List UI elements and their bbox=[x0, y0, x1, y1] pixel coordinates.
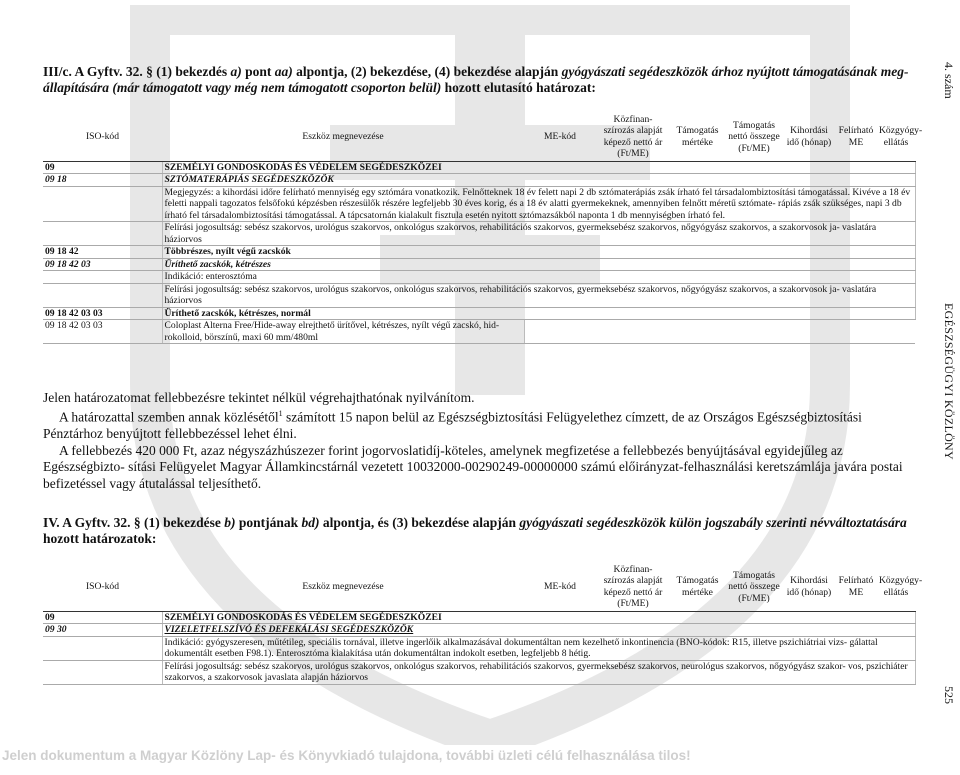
iso-code bbox=[43, 660, 162, 684]
col-header-support-rate: Támogatás mértéke bbox=[670, 563, 725, 611]
iso-code bbox=[43, 271, 162, 284]
section-3c-title: III/c. A Gyftv. 32. § (1) bekezdés a) pont aa) alpontja, (2) bekezdése, (4) bekezdése alapján gyógyászati segédeszközök árhoz nyújtott támogatásának meg- állapítására (már támogatott vagy még nem támogatott csoporton belül) hozott elutasító határozat: bbox=[43, 64, 909, 95]
section-4-title: IV. A Gyftv. 32. § (1) bekezdése b) pontjának bd) alpontja, és (3) bekezdése alapján gyógyászati segédeszközök külön jogszabály szerinti névváltoztatására hozott határozatok: bbox=[43, 515, 907, 546]
decision-text bbox=[43, 390, 915, 492]
col-header-prescribable: Felírható ME bbox=[835, 113, 877, 161]
device-table-2 bbox=[43, 563, 923, 685]
table-row bbox=[43, 271, 915, 284]
col-header-period: Kihordási idő (hónap) bbox=[783, 113, 835, 161]
col-header-me: ME-kód bbox=[524, 113, 596, 161]
page-number: 525 bbox=[942, 686, 956, 704]
table-row bbox=[43, 258, 915, 271]
col-header-price: Közfinan- szírozás alapját képező nettó ár (Ft/ME) bbox=[596, 113, 670, 161]
iso-code: 09 18 42 03 03 bbox=[43, 320, 162, 344]
table-row bbox=[43, 660, 915, 684]
table-row bbox=[43, 161, 915, 174]
table-row bbox=[43, 320, 915, 344]
table-row bbox=[43, 624, 915, 637]
iso-code bbox=[43, 636, 162, 660]
indication-text: Indikáció: enterosztóma bbox=[162, 271, 915, 284]
iso-code: 09 bbox=[43, 611, 162, 624]
issue-number: 4. szám bbox=[942, 62, 956, 99]
col-header-iso: ISO-kód bbox=[43, 113, 162, 161]
col-header-support-net: Támogatás nettó összege (Ft/ME) bbox=[725, 113, 783, 161]
device-name: Üríthető zacskók, kétrészes, normál bbox=[162, 307, 915, 320]
table-row bbox=[43, 222, 915, 246]
note-text: Megjegyzés: a kihordási időre felírható mennyiség egy sztómára vonatkozik. Felnőtteknek 18 év felett napi 2 db sztómaterápiás zsák írható fel társadalombiztosítási támogatással. Kivéve a 18 év feletti nappali tagozatos felsőfokú képzésben részesülők részére legfeljebb 30 éves korig, és a 18 év alatti gyermekeknek, amennyiben felnőtt méretű sztómate- rápiás zsák szükséges, napi 3 db írható fel társadalombiztosítási támogatással. A tápcsatornán kialakult fisztula esetén nyitott sztómazsákból naponta 1 db mennyiségben írható fel. bbox=[162, 186, 915, 222]
col-header-support-rate: Támogatás mértéke bbox=[670, 113, 725, 161]
col-header-public-care: Közgyógy- ellátás bbox=[877, 563, 915, 611]
prescription-rights-text: Felírási jogosultság: sebész szakorvos, urológus szakorvos, onkológus szakorvos, rehabilitációs szakorvos, gyermeksebész szakorvos, nőgyógyász szakorvos, a szakorvosok ja- vaslatára háziorvos bbox=[162, 283, 915, 307]
table-row bbox=[43, 307, 915, 320]
col-header-period: Kihordási idő (hónap) bbox=[783, 563, 835, 611]
col-header-name: Eszköz megnevezése bbox=[162, 113, 524, 161]
iso-code: 09 18 bbox=[43, 174, 162, 187]
col-header-public-care: Közgyógy- ellátás bbox=[877, 113, 915, 161]
iso-code: 09 18 42 bbox=[43, 246, 162, 259]
device-name: Üríthető zacskók, kétrészes bbox=[162, 258, 915, 271]
device-name: Többrészes, nyílt végű zacskók bbox=[162, 246, 915, 259]
device-name: SZTÓMATERÁPIÁS SEGÉDESZKÖZÖK bbox=[162, 174, 915, 187]
copyright-footer: Jelen dokumentum a Magyar Közlöny Lap- és Könyvkiadó tulajdona, további üzleti célú felhasználása tilos! bbox=[2, 748, 691, 763]
fee-paragraph: A fellebbezés 420 000 Ft, azaz négyszázhúszezer forint jogorvoslatidíj-köteles, amelynek megfizetése a fellebbezés benyújtásával egyidejűleg az Egészségbizto- sítási Felügyelet Magyar Államkincstárnál vezetett 10032000-00290249-00000000 számú előirányzat-felhasználási keretszámlája javára postai befizetéssel vagy átutalással teljesíthető. bbox=[43, 442, 903, 491]
iso-code: 09 bbox=[43, 161, 162, 174]
col-header-prescribable: Felírható ME bbox=[835, 563, 877, 611]
journal-name: EGÉSZSÉGÜGYI KÖZLÖNY bbox=[942, 303, 956, 460]
table-row bbox=[43, 283, 915, 307]
table-row bbox=[43, 174, 915, 187]
col-header-me: ME-kód bbox=[524, 563, 596, 611]
iso-code: 09 18 42 03 bbox=[43, 258, 162, 271]
device-name: SZEMÉLYI GONDOSKODÁS ÉS VÉDELEM SEGÉDESZKÖZEI bbox=[162, 611, 915, 624]
iso-code bbox=[43, 186, 162, 222]
col-header-iso: ISO-kód bbox=[43, 563, 162, 611]
table-row bbox=[43, 611, 915, 624]
table-row bbox=[43, 186, 915, 222]
iso-code: 09 18 42 03 03 bbox=[43, 307, 162, 320]
appeal-paragraph: A határozattal szemben annak közlésétől$^1$ számított 15 napon belül az Egészségbiztosítási Felügyelethez címzett, de az Országos Egészségbiztosítási Pénztárhoz benyújtott fellebbezéssel lehet élni. bbox=[43, 409, 862, 442]
prescription-rights-text: Felírási jogosultság: sebész szakorvos, urológus szakorvos, onkológus szakorvos, rehabilitációs szakorvos, gyermeksebész szakorvos, neurológus szakorvos, nőgyógyász szakor- vos, pszichiáter szakorvos, a szakorvosok javaslata alapján háziorvos bbox=[162, 660, 915, 684]
product-description: Coloplast Alterna Free/Hide-away elrejthető ürítővel, kétrészes, nyílt végű zacskó, hid- rokolloid, börszínű, maxi 60 mm/480ml bbox=[162, 320, 524, 344]
device-name: SZEMÉLYI GONDOSKODÁS ÉS VÉDELEM SEGÉDESZKÖZEI bbox=[162, 161, 915, 174]
indication-text: Indikáció: gyógyszeresen, műtétileg, speciális tornával, illetve ingerlőik alkalmazásával dokumentáltan nem kezelhető inkontinencia (BNO-kódok: R15, illetve pszichiátriai vizs- gálattal dokumentált esetben F98.1). Enterosztóma kialakítása után dokumentáltan indokolt esetben, legfeljebb 8 hétig. bbox=[162, 636, 915, 660]
device-table-1 bbox=[43, 113, 923, 344]
col-header-price: Közfinan- szírozás alapját képező nettó ár (Ft/ME) bbox=[596, 563, 670, 611]
col-header-support-net: Támogatás nettó összege (Ft/ME) bbox=[725, 563, 783, 611]
iso-code bbox=[43, 283, 162, 307]
col-header-name: Eszköz megnevezése bbox=[162, 563, 524, 611]
prescription-rights-text: Felírási jogosultság: sebész szakorvos, urológus szakorvos, onkológus szakorvos, rehabilitációs szakorvos, gyermeksebész szakorvos, nőgyógyász szakorvos, a szakorvosok ja- vaslatára háziorvos bbox=[162, 222, 915, 246]
table-row bbox=[43, 636, 915, 660]
enforceability-paragraph: Jelen határozatomat fellebbezésre tekintet nélkül végrehajthatónak nyilvánítom. bbox=[43, 390, 475, 405]
iso-code bbox=[43, 222, 162, 246]
device-name: VIZELETFELSZÍVÓ ÉS DEFEKÁLÁSI SEGÉDESZKÖZÖK bbox=[162, 624, 915, 637]
table-row bbox=[43, 246, 915, 259]
iso-code: 09 30 bbox=[43, 624, 162, 637]
